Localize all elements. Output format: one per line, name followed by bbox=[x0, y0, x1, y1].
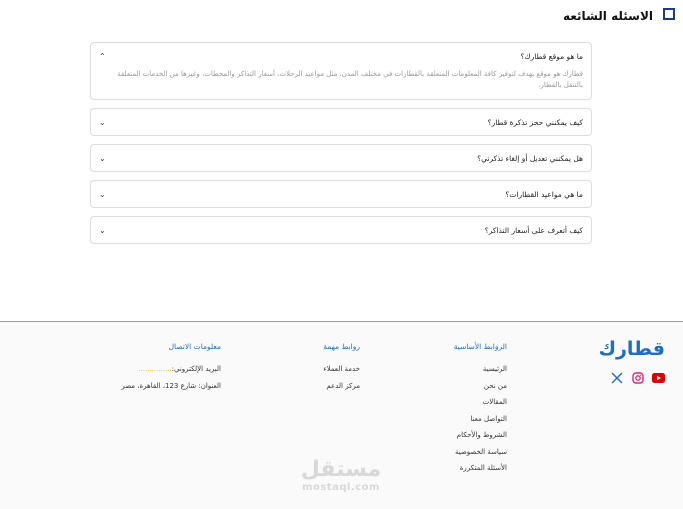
watermark-arabic: مستقل bbox=[300, 457, 382, 482]
faq-item bbox=[90, 216, 592, 244]
footer-link-articles[interactable]: المقالات bbox=[482, 398, 507, 406]
faq-question: هل يمكنني تعديل أو إلغاء تذكرتي؟ bbox=[477, 153, 583, 163]
faq-title: الاسئله الشائعه bbox=[563, 9, 653, 23]
x-icon[interactable] bbox=[610, 372, 623, 383]
footer-link-about[interactable]: من نحن bbox=[483, 381, 507, 390]
faq-item bbox=[90, 144, 592, 172]
faq-question-toggle[interactable] bbox=[91, 109, 591, 135]
social-links bbox=[610, 372, 665, 383]
footer-link-home[interactable]: الرئيسية bbox=[482, 365, 507, 373]
faq-list bbox=[90, 42, 592, 252]
footer-link-privacy[interactable]: سياسة الخصوصية bbox=[454, 447, 507, 456]
footer-link-faq[interactable]: الأسئلة المتكررة bbox=[459, 464, 507, 472]
chevron-down-icon: ⌄ bbox=[99, 225, 106, 235]
footer-important-links bbox=[323, 342, 360, 398]
footer-link-contact[interactable]: التواصل معنا bbox=[470, 414, 507, 423]
faq-header bbox=[563, 8, 675, 24]
footer-contact-title: معلومات الاتصال bbox=[168, 342, 221, 351]
faq-question-toggle[interactable] bbox=[91, 43, 591, 69]
faq-item bbox=[90, 180, 592, 208]
footer-important-links-title: روابط مهمة bbox=[323, 342, 360, 351]
footer-contact-info bbox=[121, 342, 221, 398]
footer-link-customer-service[interactable]: خدمة العملاء bbox=[323, 365, 360, 373]
faq-question: ما هي مواعيد القطارات؟ bbox=[505, 189, 583, 199]
footer-basic-links bbox=[454, 342, 507, 481]
faq-item bbox=[90, 108, 592, 136]
faq-question-toggle[interactable] bbox=[91, 145, 591, 171]
faq-question: كيف أتعرف على أسعار التذاكر؟ bbox=[484, 225, 583, 235]
faq-question: ما هو موقع قطارك؟ bbox=[520, 51, 583, 61]
chevron-up-icon: ⌃ bbox=[99, 51, 106, 61]
contact-email-label: البريد الإلكتروني: bbox=[171, 365, 221, 373]
faq-answer: قطارك هو موقع يهدف لتوفير كافة المعلومات المتعلقة بالقطارات في مختلف المدن، مثل مواعيد الرحلات، أسعار التذاكر والمحطات، وغيرها من الخدمات المتعلقة بالتنقل بالقطار. bbox=[117, 70, 583, 89]
faq-item bbox=[90, 42, 592, 100]
footer bbox=[0, 321, 683, 509]
chevron-down-icon: ⌄ bbox=[99, 189, 106, 199]
footer-link-support-center[interactable]: مركز الدعم bbox=[326, 381, 360, 390]
footer-brand-logo[interactable]: قطارك bbox=[598, 338, 665, 360]
faq-question-toggle[interactable] bbox=[91, 217, 591, 243]
chevron-down-icon: ⌄ bbox=[99, 153, 106, 163]
contact-email bbox=[121, 365, 221, 382]
instagram-icon[interactable] bbox=[631, 372, 644, 383]
faq-title-icon bbox=[659, 8, 675, 24]
faq-question: كيف يمكنني حجز تذكرة قطار؟ bbox=[487, 117, 583, 127]
footer-link-terms[interactable]: الشروط والأحكام bbox=[456, 431, 507, 439]
watermark-latin: mostaql.com bbox=[302, 482, 380, 493]
chevron-down-icon: ⌄ bbox=[99, 117, 106, 127]
faq-question-toggle[interactable] bbox=[91, 181, 591, 207]
contact-email-value[interactable]: ............... bbox=[138, 365, 172, 373]
watermark bbox=[298, 458, 384, 493]
youtube-icon[interactable] bbox=[652, 372, 665, 383]
footer-basic-links-title: الروابط الأساسية bbox=[453, 342, 507, 351]
contact-address: العنوان: شارع 123، القاهرة، مصر bbox=[121, 381, 221, 390]
